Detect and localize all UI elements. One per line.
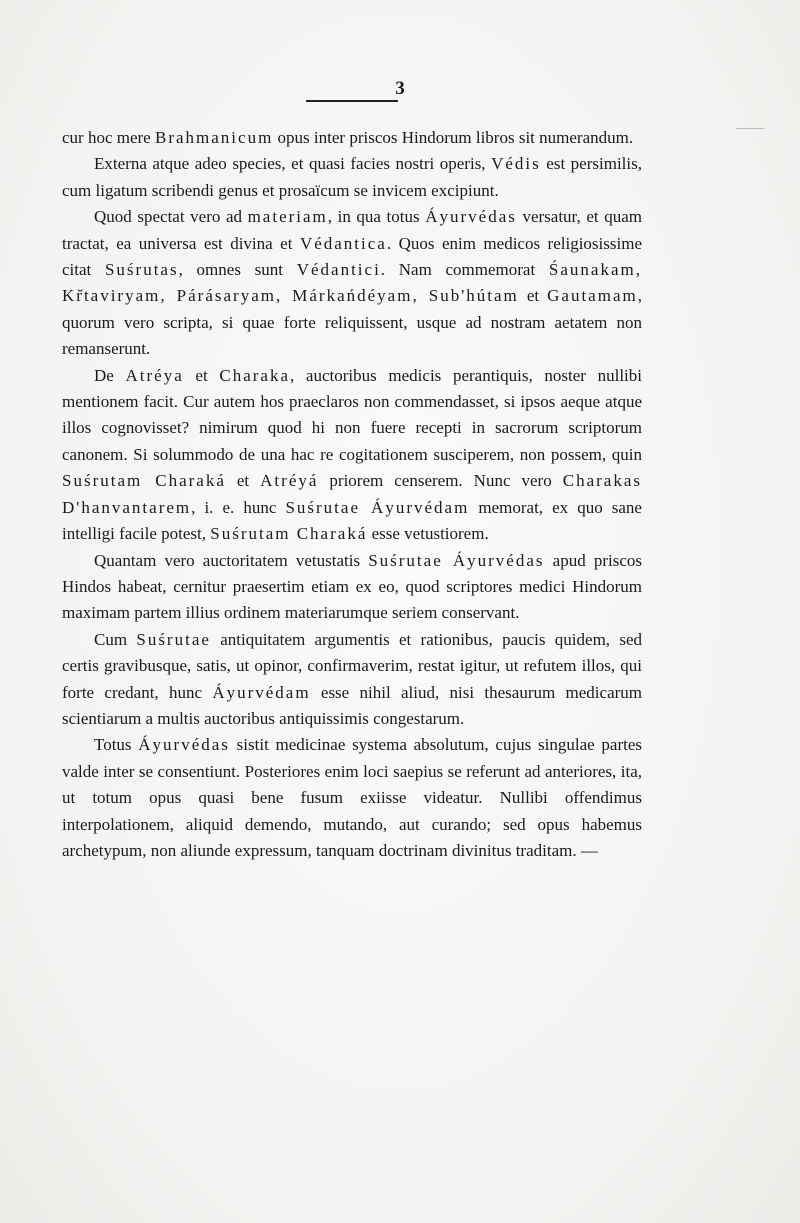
spaced-term: Áyurvédam bbox=[212, 682, 311, 702]
text-run: De bbox=[94, 365, 126, 385]
spaced-term: Suśrutas bbox=[104, 260, 179, 280]
spaced-term: Atréya bbox=[125, 365, 184, 385]
text-run: priorem censerem. Nunc vero bbox=[318, 471, 563, 491]
spaced-term: Charaka bbox=[219, 365, 291, 385]
text-run: sistit medicinae systema absolutum, cujus singulae partes valde inter se consentiunt. Posteriores enim loci saepius se referunt ad anteriores, ita, ut totum opus quasi bene fusum exiisse videatur. Nullibi offendimus interpolationem, aliquid demendo, mutando, aut curando; sed opus habemus archetypum, non aliunde expressum, tanquam doctrinam divinitus traditam. — bbox=[62, 735, 643, 860]
text-run: esse nihil aliud, nisi thesaurum medicarum scientiarum a multis auctoribus antiquissimis congestarum. bbox=[62, 682, 642, 728]
spaced-term: Śaunakam, Kr̆taviryam, Párásaryam, Márkańdéyam, Sub'hútam bbox=[62, 260, 642, 306]
text-run: Externa atque adeo species, et quasi facies nostri operis, bbox=[94, 154, 492, 174]
margin-mark bbox=[736, 128, 764, 129]
text-run: . Nam commemorat bbox=[380, 260, 549, 280]
text-run: Quod spectat vero ad bbox=[94, 207, 248, 227]
text-run: cur hoc mere bbox=[62, 128, 155, 147]
paragraph bbox=[62, 548, 642, 627]
text-run: versatur, et quam tractat, ea universa est divina et bbox=[62, 207, 642, 253]
paragraph bbox=[62, 363, 642, 548]
spaced-term: Charakas D'hanvantarem bbox=[62, 471, 642, 517]
paragraph bbox=[62, 125, 642, 151]
spaced-term: Suśrutam Charaká bbox=[62, 471, 226, 491]
spaced-term: Gautamam bbox=[547, 286, 638, 306]
page-number: 3 bbox=[395, 78, 405, 99]
spaced-term: Védis bbox=[491, 154, 541, 174]
paragraph bbox=[62, 627, 642, 733]
text-run: Cum bbox=[94, 629, 137, 649]
text-run: . Quos enim medicos religiosissime citat bbox=[62, 233, 642, 280]
text-run: apud priscos Hindos habeat, cernitur praesertim etiam ex eo, quod scriptores medici Hindorum maximam partem illius ordinem materiarumque seriem conservant. bbox=[62, 550, 642, 623]
text-run: Quantam vero auctoritatem vetustatis bbox=[94, 550, 369, 570]
text-run: est persimilis, cum ligatum scribendi genus et prosaïcum se invicem excipiunt. bbox=[62, 154, 642, 200]
paragraph bbox=[62, 732, 642, 864]
spaced-term: Suśrutae bbox=[136, 629, 211, 649]
spaced-term: Védantici bbox=[296, 260, 381, 280]
text-run: opus inter priscos Hindorum libros sit numerandum. bbox=[273, 128, 634, 147]
spaced-term: Suśrutam Charaká bbox=[210, 524, 368, 544]
text-run: et bbox=[518, 286, 548, 306]
text-run: et bbox=[225, 471, 261, 491]
text-run: , i. e. hunc bbox=[191, 497, 286, 517]
text-run: esse vetustiorem. bbox=[367, 524, 489, 544]
text-run: , omnes sunt bbox=[178, 260, 297, 280]
spaced-term: Áyurvédas bbox=[425, 207, 517, 227]
text-run: , in qua totus bbox=[327, 207, 426, 227]
spaced-term: materiam bbox=[247, 207, 328, 227]
body-text bbox=[62, 125, 642, 864]
header-rule bbox=[306, 100, 398, 102]
spaced-term: Brahmanicum bbox=[154, 128, 274, 147]
spaced-term: Áyurvédas bbox=[138, 735, 230, 755]
spaced-term: Suśrutae Áyurvédam bbox=[285, 497, 470, 517]
text-run: Totus bbox=[94, 735, 139, 755]
text-run: , auctoribus medicis perantiquis, noster nullibi mentionem facit. Cur autem hos praeclaros non commendasset, si ipsos aeque atque illos cognovisset? nimirum quod hi non fuere recepti in sacrorum scriptorum canonem. Si solummodo de una hac re cogitationem susciperem, non possem, quin bbox=[62, 365, 643, 464]
text-run: et bbox=[183, 365, 220, 385]
paragraph bbox=[62, 204, 642, 362]
text-run: , quorum vero scripta, si quae forte reliquissent, usque ad nostram aetatem non remanserunt. bbox=[62, 286, 642, 359]
paragraph bbox=[62, 151, 642, 204]
spaced-term: Suśrutae Áyurvédas bbox=[368, 550, 545, 570]
text-run: antiquitatem argumentis et rationibus, paucis quidem, sed certis gravibusque, satis, ut opinor, confirmaverim, restat igitur, ut refutem illos, qui forte credant, hunc bbox=[62, 629, 642, 702]
spaced-term: Védantica bbox=[299, 233, 387, 253]
spaced-term: Atréyá bbox=[260, 471, 319, 491]
text-run: memorat, ex quo sane intelligi facile potest, bbox=[62, 497, 642, 544]
